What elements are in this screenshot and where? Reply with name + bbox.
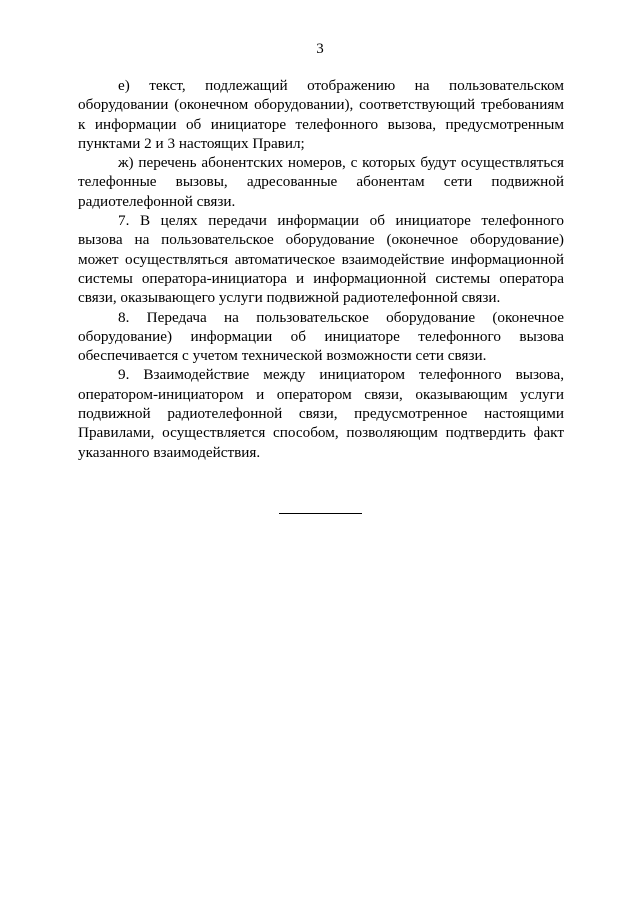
paragraph-item-zh: ж) перечень абонентских номеров, с которых будут осуществляться телефонные вызовы, адресованные абонентам сети подвижной радиотелефонной связи. [78,154,564,210]
document-body [78,76,564,462]
paragraph-clause-8: 8. Передача на пользовательское оборудование (оконечное оборудование) информации об инициаторе телефонного вызова обеспечивается с учетом технической возможности сети связи. [78,308,564,365]
page-number: 3 [316,41,324,57]
paragraph-item-e: е) текст, подлежащий отображению на пользовательском оборудовании (оконечном оборудовании), соответствующий требованиям к информации об инициаторе телефонного вызова, предусмотренным пунктами 2 и 3 настоящих Правил; [78,77,564,152]
paragraph-clause-7: 7. В целях передачи информации об инициаторе телефонного вызова на пользовательское оборудование (оконечное оборудование) может осуществляться автоматическое взаимодействие информационной системы оператора-инициатора и информационной системы оператора связи, оказывающего услуги подвижной радиотелефонной связи. [78,212,564,307]
paragraph-clause-9: 9. Взаимодействие между инициатором телефонного вызова, оператором-инициатором и оператором связи, оказывающим услуги подвижной радиотелефонной связи, предусмотренное настоящими Правилами, осуществляется способом, позволяющим подтвердить факт указанного взаимодействия. [78,366,564,461]
end-divider-line [279,513,362,514]
